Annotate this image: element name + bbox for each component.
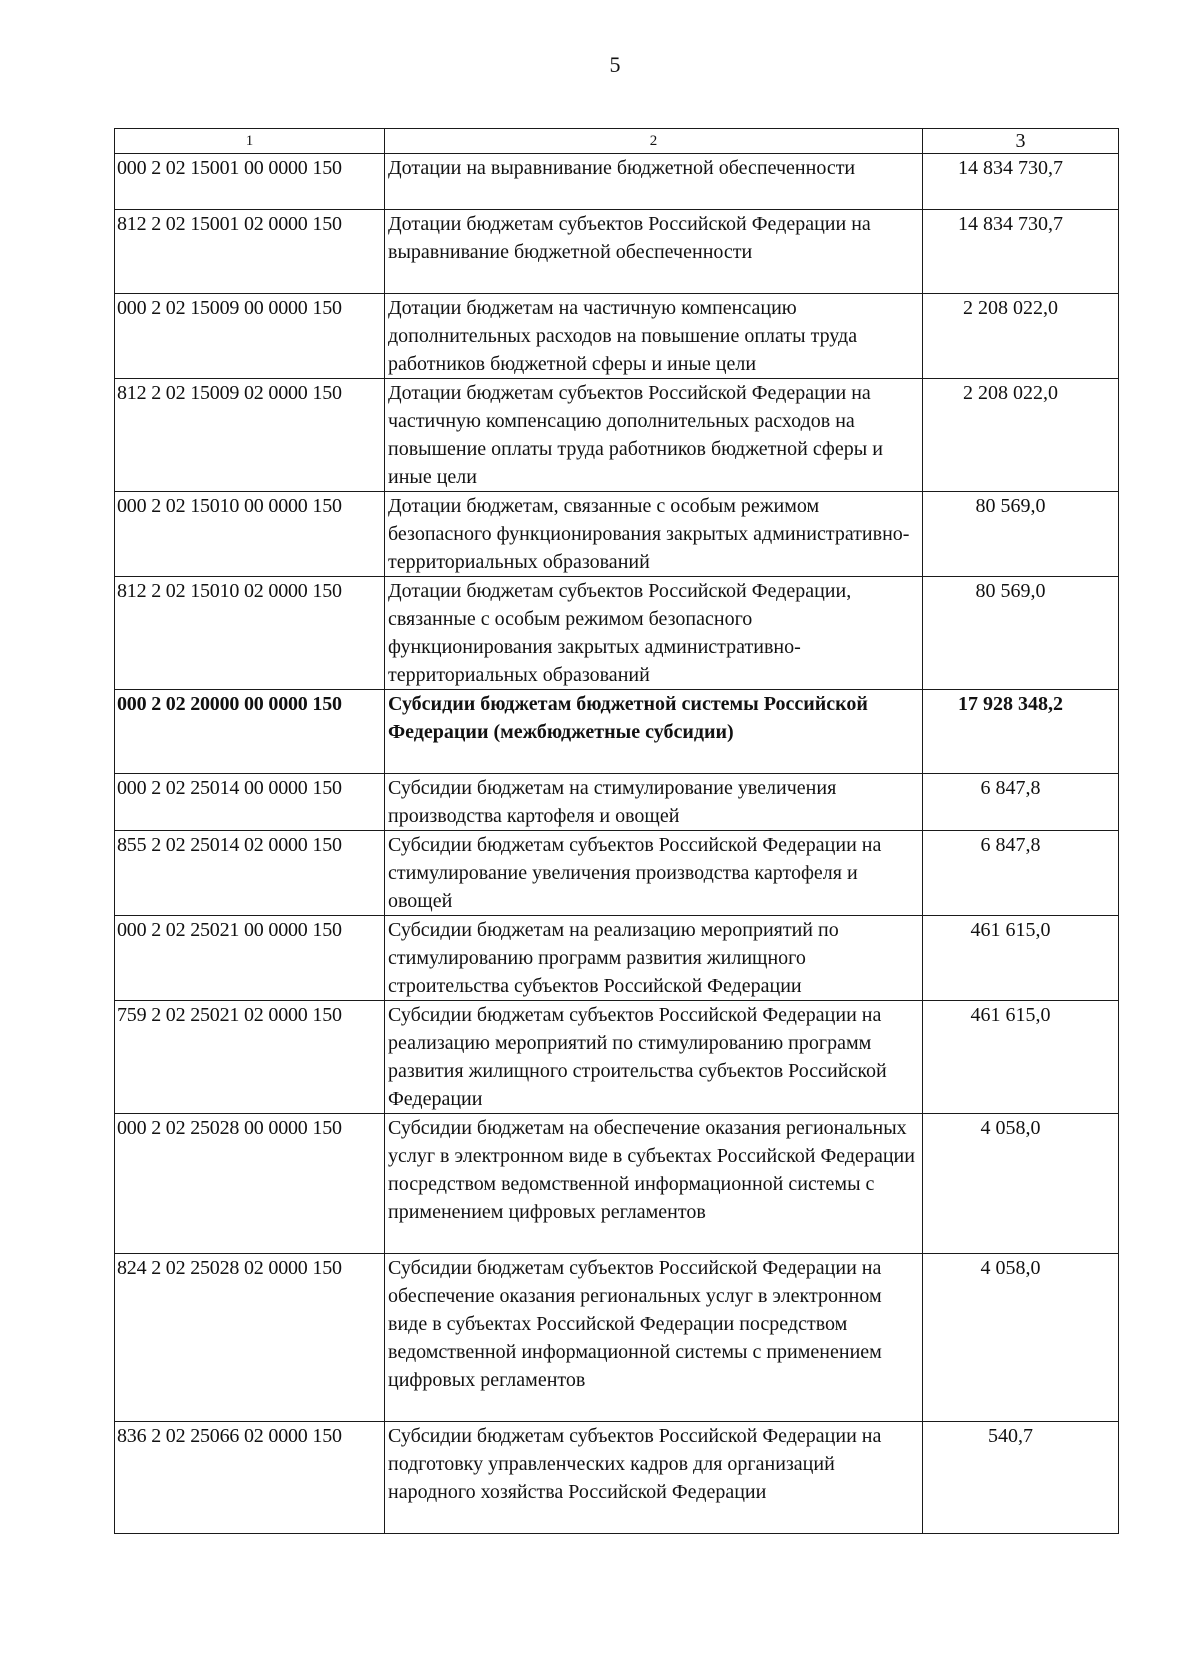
table-row — [115, 1001, 1119, 1114]
column-header-amount: 3 — [923, 129, 1119, 154]
table-body — [115, 154, 1119, 1534]
budget-code-cell: 000 2 02 20000 00 0000 150 — [115, 690, 385, 774]
amount-cell: 14 834 730,7 — [923, 154, 1119, 210]
table-row — [115, 577, 1119, 690]
amount-cell: 80 569,0 — [923, 577, 1119, 690]
budget-code-cell: 000 2 02 15001 00 0000 150 — [115, 154, 385, 210]
budget-code-cell: 855 2 02 25014 02 0000 150 — [115, 831, 385, 916]
table-row — [115, 831, 1119, 916]
table-row — [115, 379, 1119, 492]
table-row — [115, 916, 1119, 1001]
amount-cell: 461 615,0 — [923, 916, 1119, 1001]
budget-code-cell: 812 2 02 15001 02 0000 150 — [115, 210, 385, 294]
description-cell: Субсидии бюджетам субъектов Российской Федерации на стимулирование увеличения производства картофеля и овощей — [385, 831, 923, 916]
budget-code-cell: 000 2 02 25014 00 0000 150 — [115, 774, 385, 831]
table-row — [115, 1422, 1119, 1534]
amount-cell: 4 058,0 — [923, 1254, 1119, 1422]
budget-code-cell: 000 2 02 15009 00 0000 150 — [115, 294, 385, 379]
table-row — [115, 1114, 1119, 1254]
table-row — [115, 210, 1119, 294]
amount-cell: 2 208 022,0 — [923, 379, 1119, 492]
budget-code-cell: 759 2 02 25021 02 0000 150 — [115, 1001, 385, 1114]
description-cell: Субсидии бюджетам субъектов Российской Федерации на реализацию мероприятий по стимулированию программ развития жилищного строительства субъектов Российской Федерации — [385, 1001, 923, 1114]
description-cell: Субсидии бюджетам субъектов Российской Федерации на обеспечение оказания региональных услуг в электронном виде в субъектах Российской Федерации посредством ведомственной информационной системы с применением цифровых регламентов — [385, 1254, 923, 1422]
amount-cell: 4 058,0 — [923, 1114, 1119, 1254]
amount-cell: 540,7 — [923, 1422, 1119, 1534]
column-header-name: 2 — [385, 129, 923, 154]
table-row — [115, 294, 1119, 379]
budget-code-cell: 000 2 02 25028 00 0000 150 — [115, 1114, 385, 1254]
table-row — [115, 774, 1119, 831]
description-cell: Дотации на выравнивание бюджетной обеспеченности — [385, 154, 923, 210]
description-cell: Субсидии бюджетам на реализацию мероприятий по стимулированию программ развития жилищного строительства субъектов Российской Федерации — [385, 916, 923, 1001]
description-cell: Субсидии бюджетам на стимулирование увеличения производства картофеля и овощей — [385, 774, 923, 831]
budget-code-cell: 000 2 02 15010 00 0000 150 — [115, 492, 385, 577]
amount-cell: 80 569,0 — [923, 492, 1119, 577]
amount-cell: 6 847,8 — [923, 774, 1119, 831]
table-row — [115, 690, 1119, 774]
table-row — [115, 492, 1119, 577]
amount-cell: 2 208 022,0 — [923, 294, 1119, 379]
budget-code-cell: 824 2 02 25028 02 0000 150 — [115, 1254, 385, 1422]
description-cell: Субсидии бюджетам на обеспечение оказания региональных услуг в электронном виде в субъектах Российской Федерации посредством ведомственной информационной системы с применением цифровых регламентов — [385, 1114, 923, 1254]
budget-code-cell: 000 2 02 25021 00 0000 150 — [115, 916, 385, 1001]
budget-code-cell: 836 2 02 25066 02 0000 150 — [115, 1422, 385, 1534]
budget-code-cell: 812 2 02 15009 02 0000 150 — [115, 379, 385, 492]
description-cell: Субсидии бюджетам бюджетной системы Российской Федерации (межбюджетные субсидии) — [385, 690, 923, 774]
table-header-row — [115, 129, 1119, 154]
column-header-code: 1 — [115, 129, 385, 154]
budget-code-cell: 812 2 02 15010 02 0000 150 — [115, 577, 385, 690]
description-cell: Дотации бюджетам субъектов Российской Федерации, связанные с особым режимом безопасного функционирования закрытых административно-территориальных образований — [385, 577, 923, 690]
description-cell: Субсидии бюджетам субъектов Российской Федерации на подготовку управленческих кадров для организаций народного хозяйства Российской Федерации — [385, 1422, 923, 1534]
description-cell: Дотации бюджетам субъектов Российской Федерации на частичную компенсацию дополнительных расходов на повышение оплаты труда работников бюджетной сферы и иные цели — [385, 379, 923, 492]
budget-table — [114, 128, 1119, 1534]
description-cell: Дотации бюджетам, связанные с особым режимом безопасного функционирования закрытых административно-территориальных образований — [385, 492, 923, 577]
description-cell: Дотации бюджетам субъектов Российской Федерации на выравнивание бюджетной обеспеченности — [385, 210, 923, 294]
amount-cell: 17 928 348,2 — [923, 690, 1119, 774]
table-row — [115, 1254, 1119, 1422]
amount-cell: 6 847,8 — [923, 831, 1119, 916]
amount-cell: 461 615,0 — [923, 1001, 1119, 1114]
amount-cell: 14 834 730,7 — [923, 210, 1119, 294]
table-row — [115, 154, 1119, 210]
description-cell: Дотации бюджетам на частичную компенсацию дополнительных расходов на повышение оплаты труда работников бюджетной сферы и иные цели — [385, 294, 923, 379]
page-number: 5 — [609, 52, 621, 77]
